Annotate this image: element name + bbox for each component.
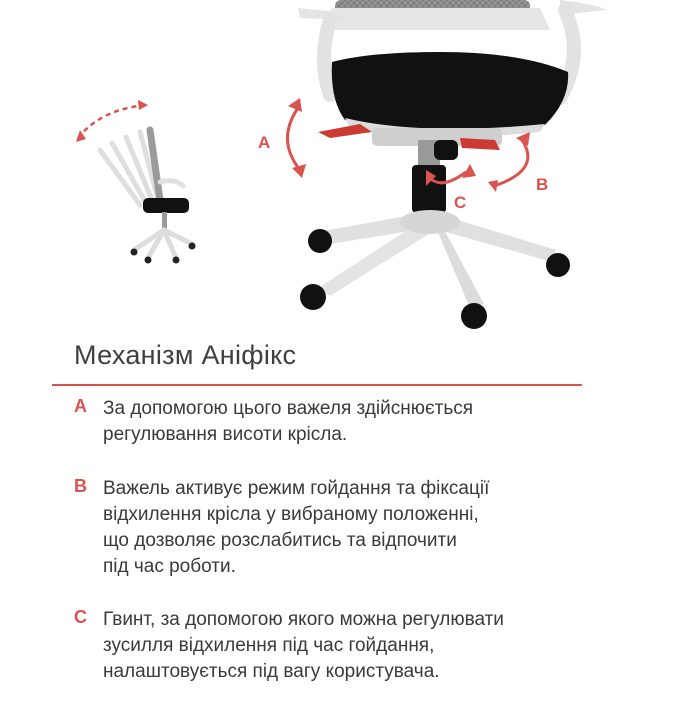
feature-letter: C <box>74 607 87 627</box>
annotation-b: B <box>536 175 549 194</box>
annotation-a: A <box>258 133 271 152</box>
feature-letter: A <box>74 396 87 416</box>
annotation-c: C <box>454 193 467 212</box>
title-divider <box>52 384 582 386</box>
feature-description: Важель активує режим гойдання та фіксації відхилення крісла у вибраному положенні, що дозволяє розслабитись та відпочити під час роботи. <box>103 478 490 577</box>
feature-description: За допомогою цього важеля здійснюється регулювання висоти крісла. <box>103 398 474 445</box>
feature-letter: B <box>74 476 87 496</box>
chair-illustration <box>0 0 684 340</box>
page-title: Механізм Аніфікс <box>74 340 297 370</box>
main-chair <box>298 0 606 329</box>
recline-thumbnail <box>76 100 196 264</box>
feature-description: Гвинт, за допомогою якого можна регулювати зусилля відхилення під час гойдання, налаштовується під вагу користувача. <box>103 609 504 682</box>
